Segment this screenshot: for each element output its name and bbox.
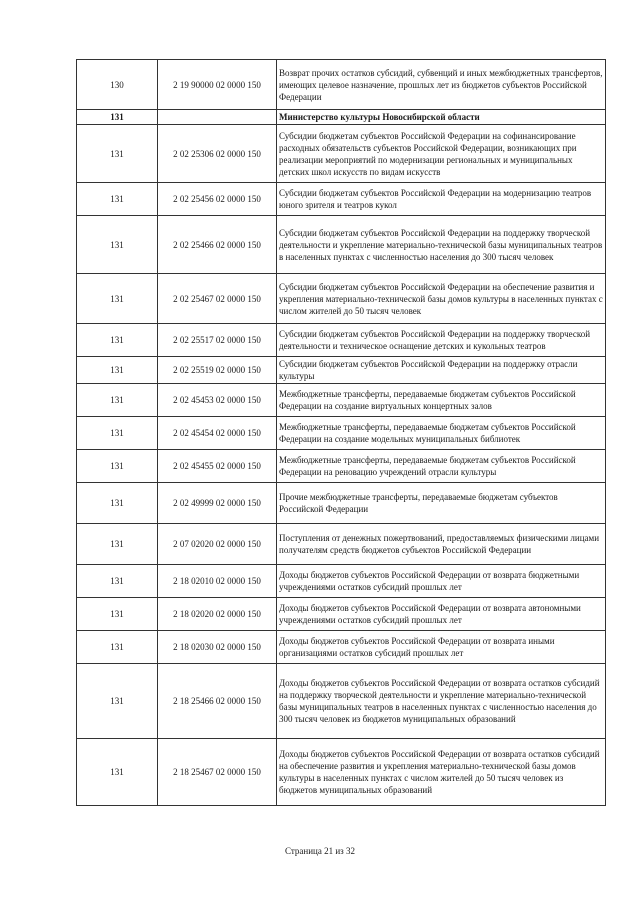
budget-code-cell: 2 02 25466 02 0000 150 [158,216,277,274]
table-row [77,483,606,524]
table-row [77,216,606,274]
admin-code-cell: 131 [77,384,158,417]
ministry-header-row [77,110,606,125]
table-row [77,125,606,183]
revenue-name-cell: Межбюджетные трансферты, передаваемые бюджетам субъектов Российской Федерации на создание модельных муниципальных библиотек [277,417,606,450]
revenue-name-cell: Межбюджетные трансферты, передаваемые бюджетам субъектов Российской Федерации на реновацию учреждений отрасли культуры [277,450,606,483]
budget-code-cell: 2 18 02020 02 0000 150 [158,598,277,631]
table-row [77,598,606,631]
budget-code-cell: 2 02 25467 02 0000 150 [158,274,277,324]
revenue-name-cell: Межбюджетные трансферты, передаваемые бюджетам субъектов Российской Федерации на создание виртуальных концертных залов [277,384,606,417]
table-row [77,274,606,324]
admin-code-cell: 131 [77,125,158,183]
revenue-name-cell: Субсидии бюджетам субъектов Российской Федерации на обеспечение развития и укрепления материально-технической базы домов культуры в населенных пунктах с числом жителей до 50 тысяч человек [277,274,606,324]
revenue-name-cell: Субсидии бюджетам субъектов Российской Федерации на поддержку отрасли культуры [277,357,606,384]
revenue-name-cell: Субсидии бюджетам субъектов Российской Федерации на поддержку творческой деятельности и техническое оснащение детских и кукольных театров [277,324,606,357]
table-row [77,739,606,806]
revenue-name-cell: Доходы бюджетов субъектов Российской Федерации от возврата автономными учреждениями остатков субсидий прошлых лет [277,598,606,631]
admin-code-cell: 131 [77,664,158,739]
budget-code-cell: 2 18 25467 02 0000 150 [158,739,277,806]
table-row [77,417,606,450]
budget-code-cell: 2 07 02020 02 0000 150 [158,524,277,565]
admin-code-cell: 131 [77,274,158,324]
table-row [77,357,606,384]
budget-code-cell: 2 18 25466 02 0000 150 [158,664,277,739]
budget-code-cell: 2 02 45455 02 0000 150 [158,450,277,483]
admin-code-cell: 131 [77,357,158,384]
admin-code-cell: 131 [77,524,158,565]
admin-code-cell: 131 [77,216,158,274]
admin-code-cell: 131 [77,110,158,125]
revenue-name-cell: Доходы бюджетов субъектов Российской Федерации от возврата иными организациями остатков субсидий прошлых лет [277,631,606,664]
table-row [77,450,606,483]
admin-code-cell: 131 [77,598,158,631]
table-row [77,183,606,216]
table-row [77,60,606,110]
table-row [77,631,606,664]
revenue-name-cell: Возврат прочих остатков субсидий, субвенций и иных межбюджетных трансфертов, имеющих целевое назначение, прошлых лет из бюджетов субъектов Российской Федерации [277,60,606,110]
budget-code-cell: 2 19 90000 02 0000 150 [158,60,277,110]
table-body [77,60,606,806]
revenue-name-cell: Доходы бюджетов субъектов Российской Федерации от возврата остатков субсидий на поддержку творческой деятельности и укрепление материально-технической базы муниципальных театров в населенных пунктах с численностью населения до 300 тысяч человек из бюджетов муниципальных образований [277,664,606,739]
revenue-name-cell: Субсидии бюджетам субъектов Российской Федерации на софинансирование расходных обязательств субъектов Российской Федерации, возникающих при реализации мероприятий по модернизации региональных и муниципальных детских школ искусств по видам искусств [277,125,606,183]
budget-code-cell: 2 02 25517 02 0000 150 [158,324,277,357]
budget-code-cell: 2 02 49999 02 0000 150 [158,483,277,524]
admin-code-cell: 131 [77,739,158,806]
revenue-codes-table [76,59,606,806]
budget-code-cell: 2 02 25519 02 0000 150 [158,357,277,384]
admin-code-cell: 131 [77,631,158,664]
admin-code-cell: 130 [77,60,158,110]
budget-code-cell: 2 02 25456 02 0000 150 [158,183,277,216]
revenue-name-cell: Доходы бюджетов субъектов Российской Федерации от возврата бюджетными учреждениями остатков субсидий прошлых лет [277,565,606,598]
admin-code-cell: 131 [77,483,158,524]
revenue-name-cell: Субсидии бюджетам субъектов Российской Федерации на поддержку творческой деятельности и укрепление материально-технической базы муниципальных театров в населенных пунктах с численностью населения до 300 тысяч человек [277,216,606,274]
revenue-name-cell: Министерство культуры Новосибирской области [277,110,606,125]
budget-code-cell: 2 02 45453 02 0000 150 [158,384,277,417]
budget-code-cell [158,110,277,125]
admin-code-cell: 131 [77,450,158,483]
table-row [77,565,606,598]
revenue-name-cell: Субсидии бюджетам субъектов Российской Федерации на модернизацию театров юного зрителя и театров кукол [277,183,606,216]
admin-code-cell: 131 [77,565,158,598]
revenue-name-cell: Доходы бюджетов субъектов Российской Федерации от возврата остатков субсидий на обеспечение развития и укрепления материально-технической базы домов культуры в населенных пунктах с числом жителей до 50 тысяч человек из бюджетов муниципальных образований [277,739,606,806]
table-row [77,524,606,565]
table-row [77,384,606,417]
admin-code-cell: 131 [77,417,158,450]
page-number: Страница 21 из 32 [285,846,355,856]
budget-code-cell: 2 02 45454 02 0000 150 [158,417,277,450]
budget-code-cell: 2 18 02030 02 0000 150 [158,631,277,664]
revenue-name-cell: Прочие межбюджетные трансферты, передаваемые бюджетам субъектов Российской Федерации [277,483,606,524]
budget-code-cell: 2 02 25306 02 0000 150 [158,125,277,183]
table-row [77,664,606,739]
admin-code-cell: 131 [77,183,158,216]
table-row [77,324,606,357]
revenue-name-cell: Поступления от денежных пожертвований, предоставляемых физическими лицами получателям средств бюджетов субъектов Российской Федерации [277,524,606,565]
budget-code-cell: 2 18 02010 02 0000 150 [158,565,277,598]
admin-code-cell: 131 [77,324,158,357]
